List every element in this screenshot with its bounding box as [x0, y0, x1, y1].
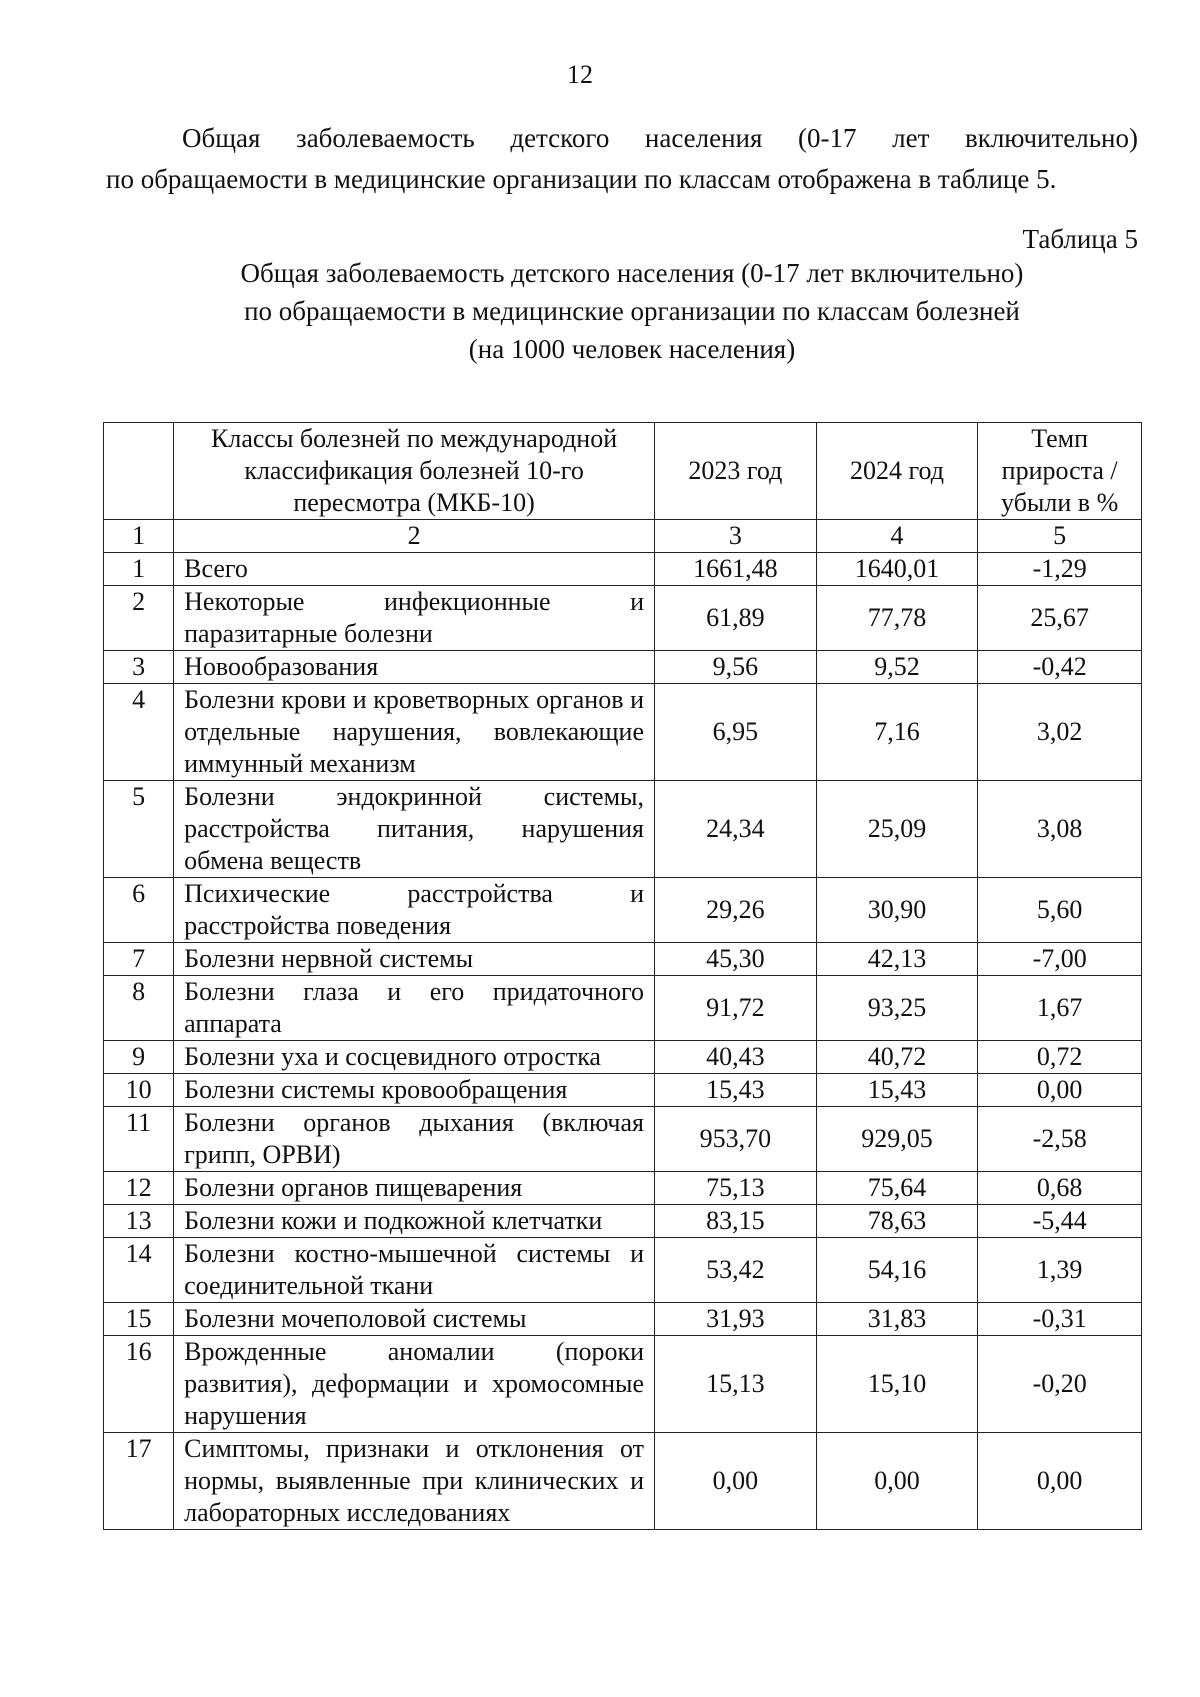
header-class: Классы болезней по международной классификация болезней 10-го пересмотра (МКБ-10) [174, 423, 655, 520]
table-row [104, 878, 1142, 943]
disease-class-name: Болезни нервной системы [174, 943, 655, 976]
row-number: 7 [104, 943, 174, 976]
value-2023: 45,30 [655, 943, 817, 976]
growth-rate: -0,31 [978, 1303, 1142, 1336]
row-number: 4 [104, 684, 174, 781]
page-number: 12 [567, 60, 593, 89]
table-row [104, 1433, 1142, 1530]
value-2023: 53,42 [655, 1238, 817, 1303]
table-row [104, 1238, 1142, 1303]
table-title-line-1: Общая заболеваемость детского населения (0-17 лет включительно) [240, 258, 1024, 288]
growth-rate: 0,72 [978, 1041, 1142, 1074]
growth-rate: 0,68 [978, 1172, 1142, 1205]
table-label: Таблица 5 [1022, 224, 1138, 254]
value-2024: 75,64 [816, 1172, 978, 1205]
value-2023: 61,89 [655, 586, 817, 651]
value-2023: 29,26 [655, 878, 817, 943]
value-2024: 31,83 [816, 1303, 978, 1336]
growth-rate: -0,20 [978, 1336, 1142, 1433]
disease-class-name: Болезни эндокринной системы, расстройства питания, нарушения обмена веществ [174, 781, 655, 878]
table-row [104, 976, 1142, 1041]
value-2024: 0,00 [816, 1433, 978, 1530]
value-2023: 9,56 [655, 651, 817, 684]
header-rate: Темп прироста /убыли в % [978, 423, 1142, 520]
value-2024: 15,10 [816, 1336, 978, 1433]
row-number: 13 [104, 1205, 174, 1238]
disease-class-name: Болезни органов дыхания (включая грипп, ОРВИ) [174, 1107, 655, 1172]
disease-class-name: Новообразования [174, 651, 655, 684]
growth-rate: 0,00 [978, 1433, 1142, 1530]
growth-rate: 1,67 [978, 976, 1142, 1041]
disease-class-name: Некоторые инфекционные и паразитарные болезни [174, 586, 655, 651]
value-2023: 15,13 [655, 1336, 817, 1433]
value-2023: 24,34 [655, 781, 817, 878]
table-row [104, 1303, 1142, 1336]
value-2024: 93,25 [816, 976, 978, 1041]
value-2023: 75,13 [655, 1172, 817, 1205]
intro-line-2: по обращаемости в медицинские организации по классам отображена в таблице 5. [106, 164, 1057, 194]
disease-class-name: Симптомы, признаки и отклонения от нормы, выявленные при клинических и лабораторных исследованиях [174, 1433, 655, 1530]
disease-class-name: Болезни кожи и подкожной клетчатки [174, 1205, 655, 1238]
index-cell: 1 [104, 520, 174, 553]
table-title [106, 254, 1158, 368]
disease-class-name: Психические расстройства и расстройства поведения [174, 878, 655, 943]
value-2024: 1640,01 [816, 553, 978, 586]
disease-class-name: Болезни органов пищеварения [174, 1172, 655, 1205]
row-number: 6 [104, 878, 174, 943]
table-row [104, 1074, 1142, 1107]
disease-class-name: Болезни мочеполовой системы [174, 1303, 655, 1336]
row-number: 15 [104, 1303, 174, 1336]
value-2024: 30,90 [816, 878, 978, 943]
index-cell: 4 [816, 520, 978, 553]
value-2024: 77,78 [816, 586, 978, 651]
value-2023: 83,15 [655, 1205, 817, 1238]
disease-class-name: Болезни уха и сосцевидного отростка [174, 1041, 655, 1074]
table-header-row [104, 423, 1142, 520]
row-number: 12 [104, 1172, 174, 1205]
row-number: 17 [104, 1433, 174, 1530]
value-2023: 40,43 [655, 1041, 817, 1074]
value-2023: 953,70 [655, 1107, 817, 1172]
growth-rate: -7,00 [978, 943, 1142, 976]
table-row [104, 651, 1142, 684]
disease-class-name: Врожденные аномалии (пороки развития), деформации и хромосомные нарушения [174, 1336, 655, 1433]
value-2024: 42,13 [816, 943, 978, 976]
value-2023: 0,00 [655, 1433, 817, 1530]
growth-rate: -0,42 [978, 651, 1142, 684]
table-row [104, 1205, 1142, 1238]
value-2024: 54,16 [816, 1238, 978, 1303]
index-cell: 3 [655, 520, 817, 553]
row-number: 8 [104, 976, 174, 1041]
intro-line-1: Общая заболеваемость детского населения (0-17 лет включительно) [182, 123, 1138, 153]
table-title-line-2: по обращаемости в медицинские организации по классам болезней [244, 296, 1020, 326]
table-row [104, 1107, 1142, 1172]
table-body [104, 553, 1142, 1530]
growth-rate: 3,08 [978, 781, 1142, 878]
value-2024: 25,09 [816, 781, 978, 878]
row-number: 11 [104, 1107, 174, 1172]
header-2024: 2024 год [816, 423, 978, 520]
value-2024: 7,16 [816, 684, 978, 781]
morbidity-table [103, 422, 1142, 1530]
row-number: 3 [104, 651, 174, 684]
table-index-row [104, 520, 1142, 553]
value-2024: 40,72 [816, 1041, 978, 1074]
table-row [104, 684, 1142, 781]
row-number: 16 [104, 1336, 174, 1433]
value-2023: 91,72 [655, 976, 817, 1041]
table-row [104, 1041, 1142, 1074]
growth-rate: 0,00 [978, 1074, 1142, 1107]
value-2024: 15,43 [816, 1074, 978, 1107]
table-row [104, 943, 1142, 976]
disease-class-name: Болезни костно-мышечной системы и соединительной ткани [174, 1238, 655, 1303]
table-row [104, 1336, 1142, 1433]
value-2024: 929,05 [816, 1107, 978, 1172]
growth-rate: -1,29 [978, 553, 1142, 586]
value-2024: 78,63 [816, 1205, 978, 1238]
index-cell: 2 [174, 520, 655, 553]
value-2023: 31,93 [655, 1303, 817, 1336]
disease-class-name: Болезни глаза и его придаточного аппарата [174, 976, 655, 1041]
row-number: 1 [104, 553, 174, 586]
header-num [104, 423, 174, 520]
header-2023: 2023 год [655, 423, 817, 520]
row-number: 10 [104, 1074, 174, 1107]
value-2023: 1661,48 [655, 553, 817, 586]
index-cell: 5 [978, 520, 1142, 553]
growth-rate: 3,02 [978, 684, 1142, 781]
growth-rate: 25,67 [978, 586, 1142, 651]
table-row [104, 553, 1142, 586]
table-row [104, 1172, 1142, 1205]
growth-rate: -2,58 [978, 1107, 1142, 1172]
disease-class-name: Болезни системы кровообращения [174, 1074, 655, 1107]
row-number: 9 [104, 1041, 174, 1074]
value-2023: 6,95 [655, 684, 817, 781]
intro-paragraph [106, 118, 1138, 200]
value-2024: 9,52 [816, 651, 978, 684]
row-number: 2 [104, 586, 174, 651]
growth-rate: 1,39 [978, 1238, 1142, 1303]
growth-rate: -5,44 [978, 1205, 1142, 1238]
table-row [104, 781, 1142, 878]
value-2023: 15,43 [655, 1074, 817, 1107]
disease-class-name: Болезни крови и кроветворных органов и отдельные нарушения, вовлекающие иммунный механизм [174, 684, 655, 781]
row-number: 5 [104, 781, 174, 878]
row-number: 14 [104, 1238, 174, 1303]
growth-rate: 5,60 [978, 878, 1142, 943]
disease-class-name: Всего [174, 553, 655, 586]
table-title-line-3: (на 1000 человек населения) [468, 334, 796, 364]
table-row [104, 586, 1142, 651]
